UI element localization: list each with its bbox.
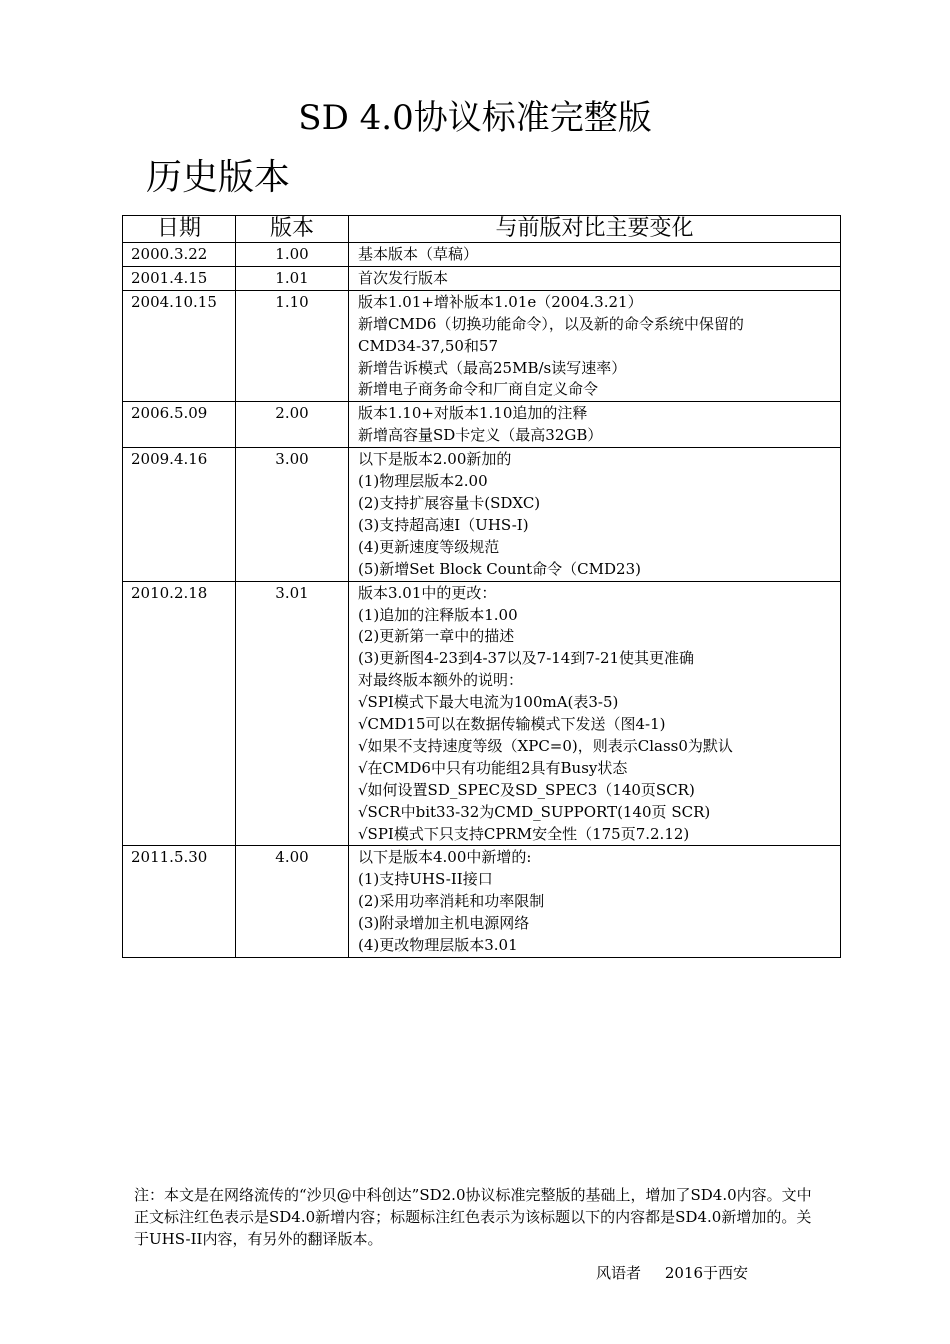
table-row <box>123 846 841 958</box>
change-line: √在CMD6中只有功能组2具有Busy状态 <box>358 758 628 777</box>
change-line: CMD34-37,50和57 <box>358 336 499 355</box>
change-line: 新增告诉模式（最高25MB/s读写速率） <box>358 358 627 377</box>
table-body <box>123 243 841 958</box>
cell-changes <box>349 290 841 402</box>
cell-version: 1.01 <box>236 266 349 290</box>
section-heading: 历史版本 <box>146 157 291 198</box>
change-line: (4)更新速度等级规范 <box>358 537 500 556</box>
cell-changes <box>349 581 841 846</box>
table-row <box>123 290 841 402</box>
cell-version: 1.10 <box>236 290 349 402</box>
change-line: 基本版本（草稿） <box>358 245 479 263</box>
cell-date: 2001.4.15 <box>123 266 236 290</box>
change-line: 版本1.10+对版本1.10追加的注释 <box>358 404 588 423</box>
signature-date: 2016于西安 <box>664 1264 749 1282</box>
change-line: (1)支持UHS-II接口 <box>358 870 493 889</box>
change-line: 版本1.01+增补版本1.01e（2004.3.21） <box>358 292 643 311</box>
change-line: 以下是版本4.00中新增的: <box>358 848 532 867</box>
cell-changes <box>349 448 841 581</box>
cell-date: 2010.2.18 <box>123 581 236 846</box>
cell-version: 3.00 <box>236 448 349 581</box>
change-line: (3)附录增加主机电源网络 <box>358 914 530 933</box>
change-line: (2)支持扩展容量卡(SDXC) <box>358 493 541 512</box>
table-row <box>123 448 841 581</box>
change-line: (5)新增Set Block Count命令（CMD23) <box>358 559 641 578</box>
change-line: 以下是版本2.00新加的 <box>358 450 512 469</box>
change-line: 首次发行版本 <box>358 268 449 287</box>
change-line: (1)追加的注释版本1.00 <box>358 605 518 624</box>
cell-changes <box>349 846 841 958</box>
signature <box>596 1262 748 1284</box>
cell-changes <box>349 243 841 267</box>
change-line: √SPI模式下最大电流为100mA(表3-5) <box>358 693 619 712</box>
cell-date: 2000.3.22 <box>123 243 236 267</box>
document-title: SD 4.0协议标准完整版 <box>298 98 652 138</box>
change-line: 新增CMD6（切换功能命令），以及新的命令系统中保留的 <box>358 314 744 333</box>
header-date: 日期 <box>123 216 236 243</box>
cell-date: 2011.5.30 <box>123 846 236 958</box>
change-line: (2)更新第一章中的描述 <box>358 627 515 646</box>
change-line: √CMD15可以在数据传输模式下发送（图4-1) <box>358 715 666 734</box>
cell-changes <box>349 266 841 290</box>
change-line: 版本3.01中的更改： <box>358 583 497 602</box>
header-changes: 与前版对比主要变化 <box>349 216 841 243</box>
footnote: 注：本文是在网络流传的“沙贝@中科创达”SD2.0协议标准完整版的基础上，增加了SD4.0内容。文中正文标注红色表示是SD4.0新增内容；标题标注红色表示为该标题以下的内容都是SD4.0新增加的。关于UHS-II内容，有另外的翻译版本。 <box>134 1186 812 1248</box>
cell-date: 2009.4.16 <box>123 448 236 581</box>
cell-version: 2.00 <box>236 402 349 448</box>
table-row <box>123 581 841 846</box>
change-line: (2)采用功率消耗和功率限制 <box>358 892 545 911</box>
change-line: √如果不支持速度等级（XPC=0)，则表示Class0为默认 <box>358 736 733 755</box>
change-line: √如何设置SD_SPEC及SD_SPEC3（140页SCR) <box>358 780 695 799</box>
cell-date: 2004.10.15 <box>123 290 236 402</box>
change-line: 新增高容量SD卡定义（最高32GB） <box>358 426 603 445</box>
change-line: (1)物理层版本2.00 <box>358 472 488 491</box>
cell-changes <box>349 402 841 448</box>
change-line: 对最终版本额外的说明： <box>358 671 524 690</box>
change-line: (3)更新图4-23到4-37以及7-14到7-21使其更准确 <box>358 649 695 668</box>
table-header-row <box>123 216 841 243</box>
change-line: (3)支持超高速I（UHS-I) <box>358 515 529 534</box>
change-line: √SCR中bit33-32为CMD_SUPPORT(140页 SCR) <box>358 802 711 821</box>
cell-version: 3.01 <box>236 581 349 846</box>
version-history-table <box>122 215 841 958</box>
cell-version: 4.00 <box>236 846 349 958</box>
table-row <box>123 266 841 290</box>
signature-author: 风语者 <box>596 1264 642 1282</box>
table-row <box>123 402 841 448</box>
change-line: (4)更改物理层版本3.01 <box>358 936 518 955</box>
change-line: 新增电子商务命令和厂商自定义命令 <box>358 380 599 399</box>
header-version: 版本 <box>236 216 349 243</box>
cell-version: 1.00 <box>236 243 349 267</box>
cell-date: 2006.5.09 <box>123 402 236 448</box>
change-line: √SPI模式下只支持CPRM安全性（175页7.2.12) <box>358 824 690 843</box>
table-row <box>123 243 841 267</box>
